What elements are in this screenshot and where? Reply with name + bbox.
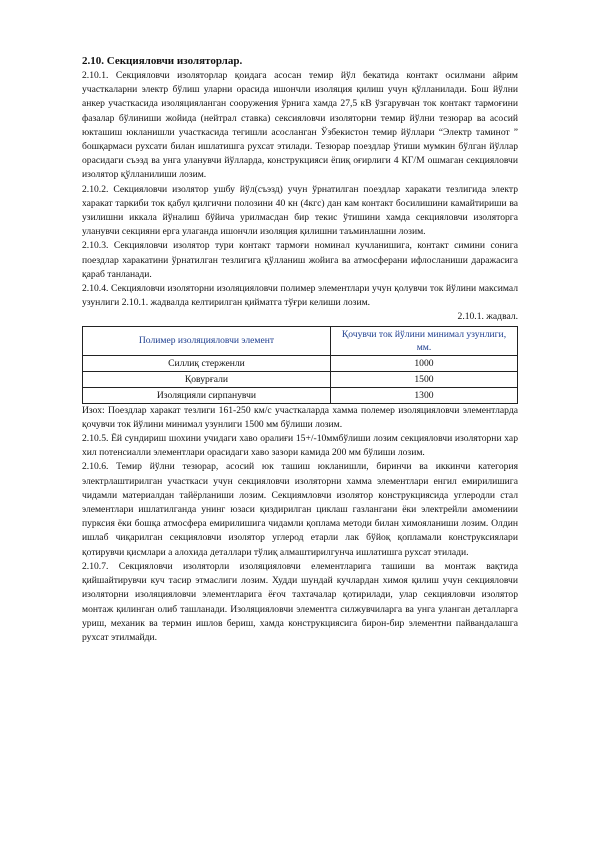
table-row <box>83 387 518 403</box>
table-cell-length: 1000 <box>330 355 517 371</box>
table-header-row <box>83 326 518 355</box>
paragraph-2-10-1: 2.10.1. Секцияловчи изоляторлар қоидага асосан темир йўл бекатида контакт осилмани айрим участкаларни электр бўлиш уларни орасида ишончли изоляция қилиш учун қўлланилади. Бош йўлни анкер участкасида изоляцияланган сооружения ўрнига хамда 27,5 кВ ўзгарувчан ток контакт тармоғини фазалар бўлиниши жойида (нейтрал ставка) сексияловчи изоляторни темир йўлни тезюрар ва асосий юкташиш юкланишли участкасида тегишли асосланган Ўзбекистон темир йўллари “Электр таминот ” бошқармаси рухсати билан ишлатишга рухсат этилади. Тезюрар поездлар ўтиши мумкин бўлган йўллар орасидаги съэзд ва унга уланувчи йўлларда, конструкцияси ёпиқ оғирлиги 4 КГ/М ошмаган секцияловчи изолятор қўлланилиши лозим. <box>82 70 518 181</box>
table-cell-element: Изоляцияли сирпанувчи <box>83 387 331 403</box>
table-cell-length: 1500 <box>330 371 517 387</box>
table-row <box>83 355 518 371</box>
table-row <box>83 371 518 387</box>
table-header-length: Қочувчи ток йўлини минимал узунлиги, мм. <box>330 326 517 355</box>
paragraph-2-10-7: 2.10.7. Секцияловчи изоляторли изоляцияловчи елементларига ташиши ва монтаж вақтида қийшайтирувчи куч тасир этмаслиги лозим. Худди шундай кучлардан химоя қилиш учун секцияловчи изоляторни изоляцияловчи элементларига ёғоч тахтачалар қотирилади, улар секцияловчи изолятор монтаж қилинган олиб ташланади. Изоляцияловчи элементга силжувчиларга ва унга уланган деталларга уриш, механик ва термин ишлов бериш, хамда конструкциясига бирон-бир элементни пайвандалашга рухсат этилмайди. <box>82 560 518 643</box>
table-header-element: Полимер изоляцияловчи элемент <box>83 326 331 355</box>
table-note: Изох: Поездлар харакат тезлиги 161-250 км/с участкаларда хамма полемер изоляцияловчи элементларда қочувчи ток йўлини минимал узунлиги 1500 мм бўлиши лозим. <box>82 404 518 430</box>
paragraph-2-10-5: 2.10.5. Ёй сундириш шохини учидаги хаво оралиғи 15+/-10ммбўлиши лозим секцияловчи изоляторни хар хил потенсиалли элементлари орасидаги хаво зазори камида 200 мм бўлиши лозим. <box>82 433 518 459</box>
table-cell-element: Қовурғали <box>83 371 331 387</box>
creepage-distance-table <box>82 326 518 404</box>
table-caption: 2.10.1. жадвал. <box>457 311 518 323</box>
paragraph-2-10-3: 2.10.3. Секцияловчи изолятор тури контакт тармоғи номинал кучланишига, контакт симини сонига поездлар харакатини ўрнатилган тезлигига қўлланиш жойига ва атмосферани ифлосланиши даражасига қараб танланади. <box>82 240 518 280</box>
paragraph-2-10-2: 2.10.2. Секцияловчи изолятор ушбу йўл(съэзд) учун ўрнатилган поездлар харакати тезлигида электр харакат таркиби ток қабул қилгични полозини 40 кн (4кгс) дан кам контакт босилишини камайтириши ва узилишни иккала йўналиш бўйича урилмасдан бир текис ўтишини хамда секцияловчи изоляторга уланувчи секцияни ерга улаганда ишончли изоляция қилишни таъминлашни лозим. <box>82 183 518 238</box>
section-title: 2.10. Секцияловчи изоляторлар. <box>82 55 243 67</box>
paragraph-2-10-6: 2.10.6. Темир йўлни тезюрар, асосий юк ташиш юкланишли, биринчи ва иккинчи категория электрлаштирилган участкаси учун секцияловчи изоляторни хамма элементлари енгил емирилишига чидамли материалдан тайёрланиши лозим. Секциямловчи изолятор конструкциясида углеродли стал элементлари ишлатилганда унинг юзаси қиздирилган циклаш газлангани ёки электрейли амомениии пурксия ёки бошқа атмосфера емирилишига чидамли қоплама методи билан химояланиши лозим. Олдин ишлаб чиқарилган секцияловчи изолятор углерод етарли лак бўйоқ қопламали конструксиялари қотирувчи қисмлари а алохида деталлари тўлиқ алмаштирилгунча ишлатишга рухсат этилади. <box>82 461 518 558</box>
document-page <box>82 54 518 645</box>
paragraph-2-10-4: 2.10.4. Секцияловчи изоляторни изоляцияловчи полимер элементлари учун қолувчи ток йўлини максимал узунлиги 2.10.1. жадвалда келтирилган қийматга тўғри келиши лозим. <box>82 283 518 309</box>
table-cell-length: 1300 <box>330 387 517 403</box>
table-cell-element: Силлиқ стерженли <box>83 355 331 371</box>
